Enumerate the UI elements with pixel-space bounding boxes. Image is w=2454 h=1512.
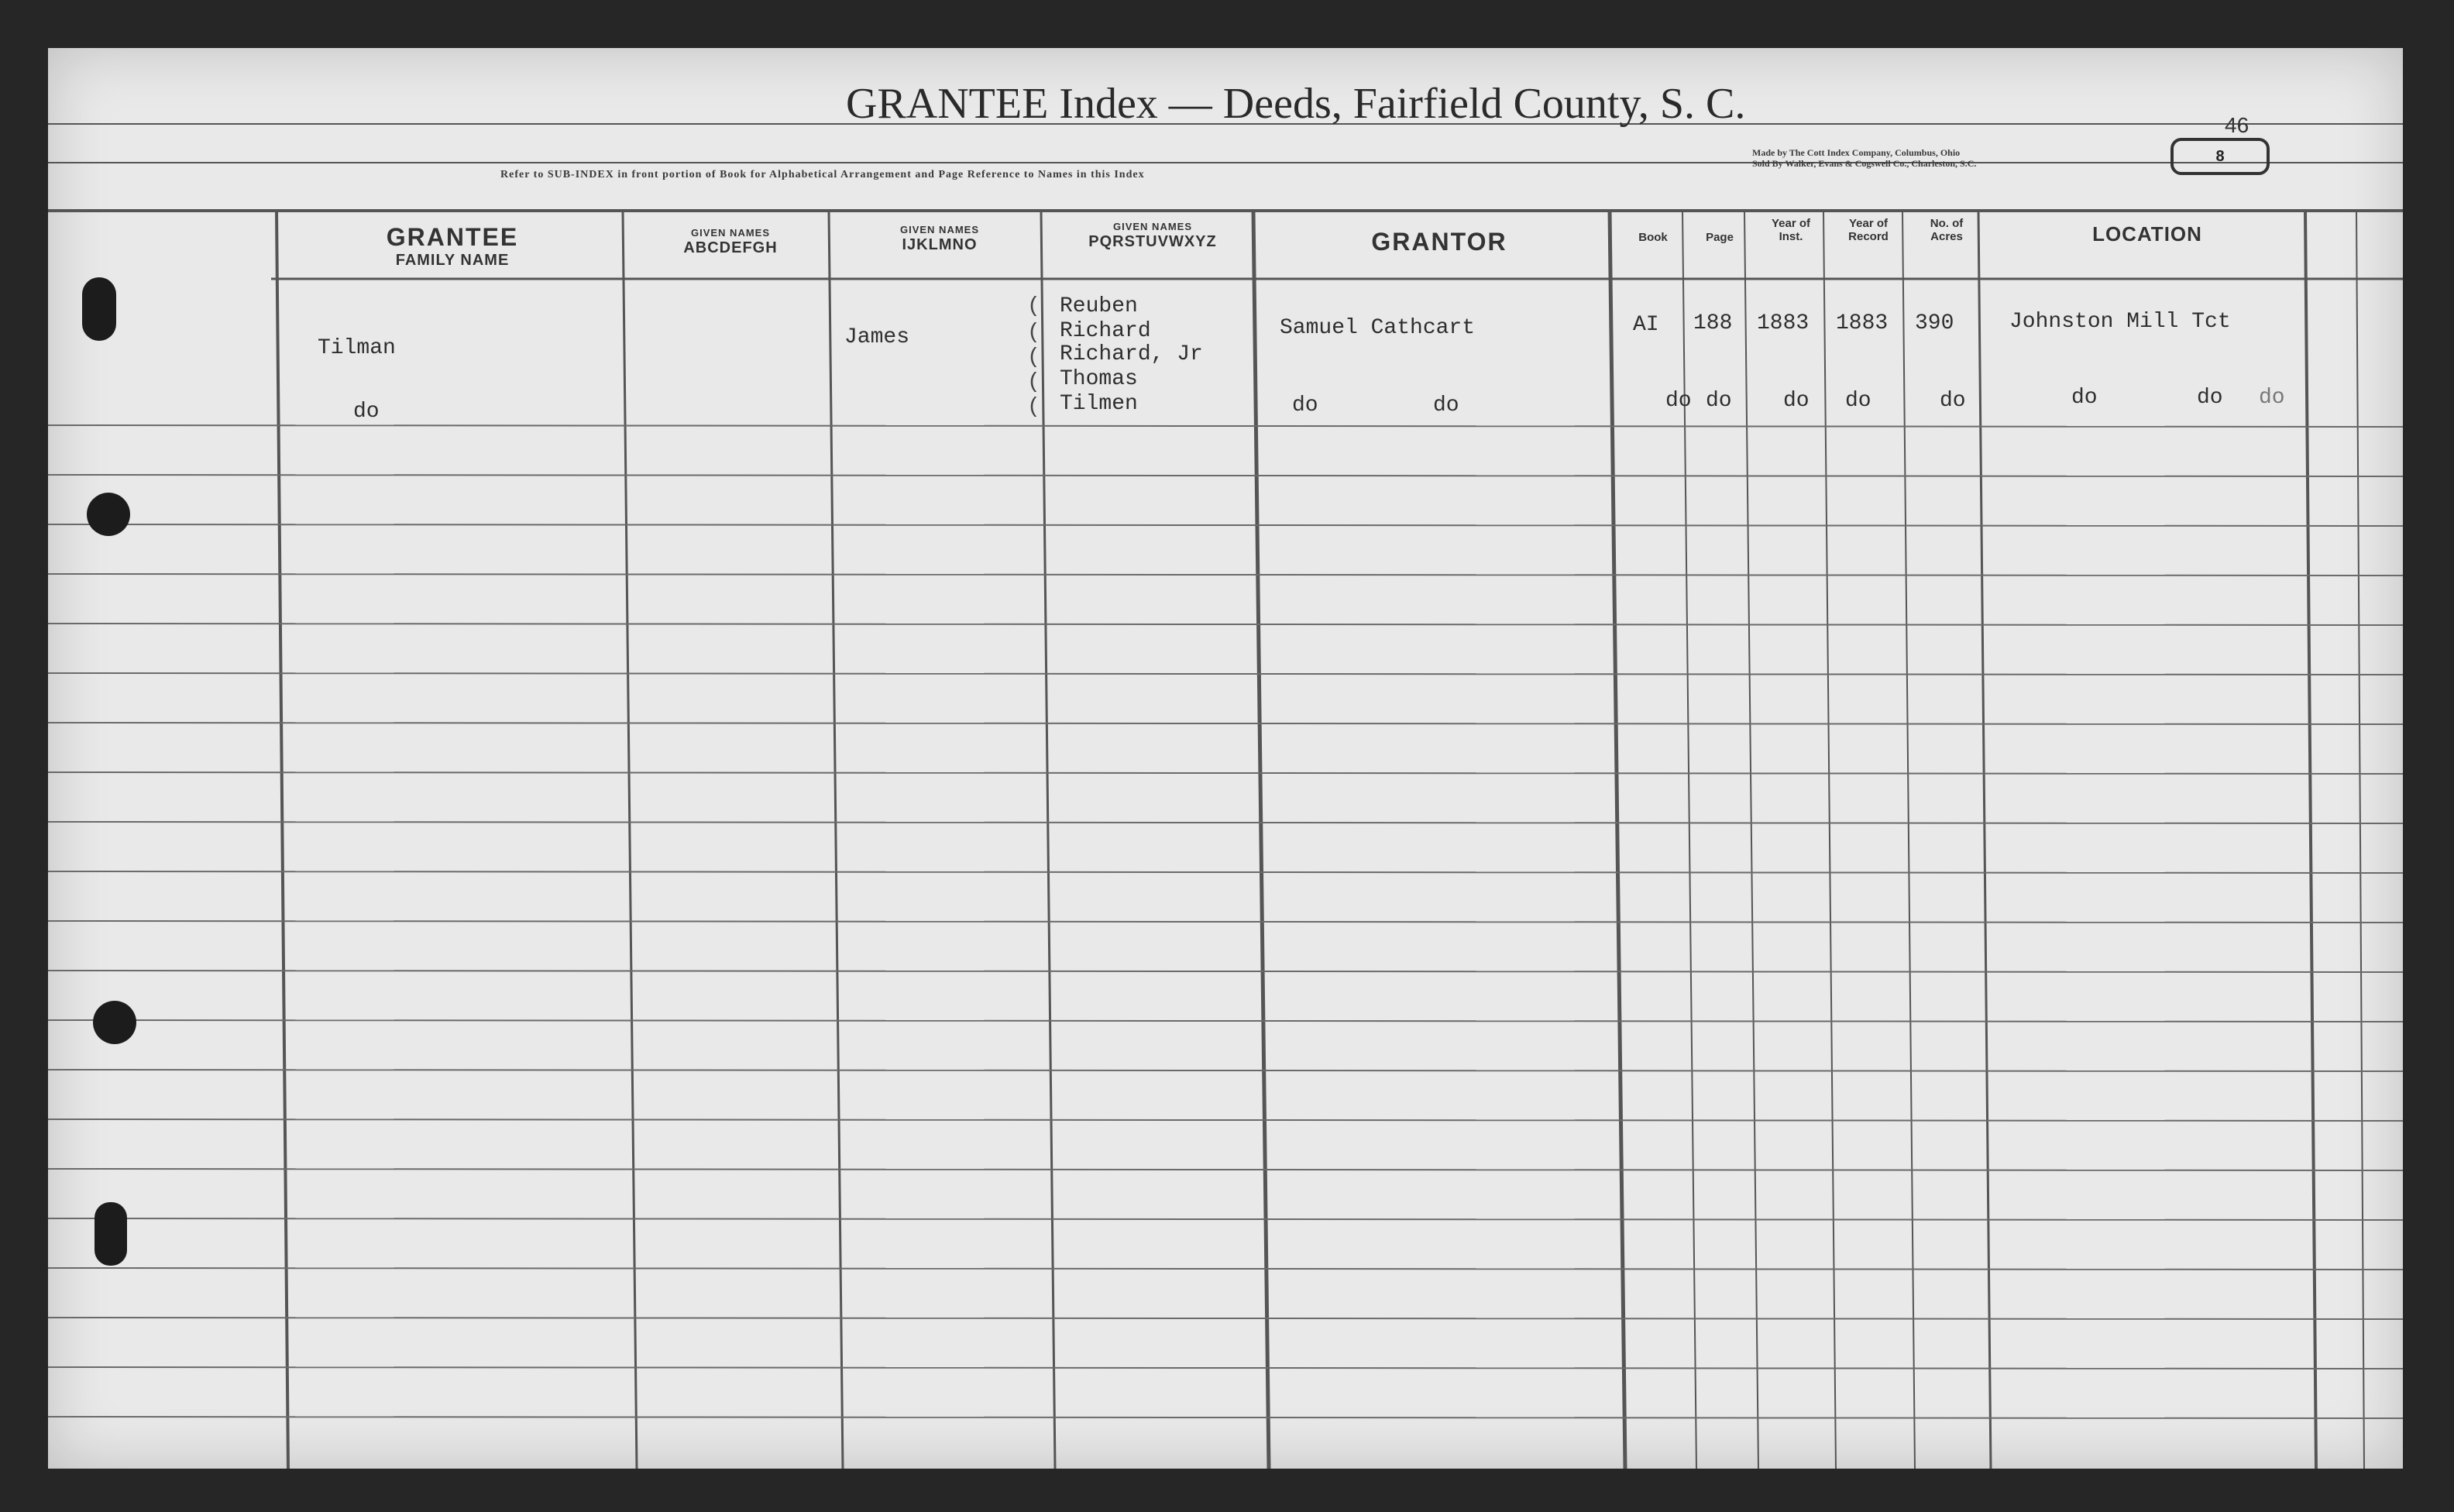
given-abcdefgh-header	[629, 228, 832, 257]
ruled-line	[48, 1367, 2403, 1369]
ruled-line	[48, 1119, 2403, 1121]
ruled-line	[48, 723, 2403, 724]
ditto-grantor-2: do	[1433, 393, 1459, 418]
ditto-family-name: do	[353, 400, 380, 424]
page-header	[1687, 231, 1752, 244]
publisher-line-2: Sold By Walker, Evans & Cogswell Co., Charleston, S.C.	[1752, 158, 1977, 169]
ruled-line	[48, 1218, 2403, 1220]
acres-label-1: No. of	[1930, 217, 1964, 230]
ruled-line	[48, 871, 2403, 873]
given-ijklmno-header	[835, 225, 1044, 254]
bracket-mark: (	[1027, 345, 1040, 369]
grantor-label: GRANTOR	[1371, 228, 1507, 256]
grantor-header	[1264, 228, 1614, 256]
entry-given-pqrs-3: Richard, Jr	[1060, 342, 1203, 366]
entry-grantor: Samuel Cathcart	[1280, 316, 1476, 340]
ruled-line	[48, 1268, 2403, 1270]
ruled-line	[48, 1318, 2403, 1319]
year-inst-header	[1751, 217, 1831, 244]
acres-header	[1907, 217, 1986, 244]
given-abcdefgh-label: ABCDEFGH	[683, 239, 778, 256]
page-title: GRANTEE Index — Deeds, Fairfield County, S. C.	[846, 80, 1746, 128]
entry-location: Johnston Mill Tct	[2009, 310, 2231, 334]
year-record-label-2: Record	[1848, 230, 1889, 244]
ruled-line	[48, 772, 2403, 774]
location-header	[1985, 223, 2310, 246]
publisher-line-1: Made by The Cott Index Company, Columbus, Ohio	[1752, 147, 1961, 158]
ditto-year-record: do	[1845, 389, 1871, 413]
given-pqrs-header	[1047, 222, 1258, 251]
grantee-header	[280, 223, 624, 270]
book-header	[1617, 231, 1689, 244]
binder-hole	[87, 493, 130, 536]
ruled-line	[48, 921, 2403, 923]
year-record-label-1: Year of	[1848, 217, 1889, 230]
entry-acres: 390	[1915, 311, 1954, 335]
entry-given-ijklmno: James	[844, 325, 910, 349]
grantee-label: GRANTEE	[386, 223, 519, 251]
year-inst-label-2: Inst.	[1779, 230, 1803, 244]
entry-page: 188	[1693, 311, 1733, 335]
family-name-label: FAMILY NAME	[395, 251, 510, 269]
index-sheet	[48, 48, 2403, 1469]
entry-book: AI	[1633, 313, 1659, 337]
entry-year-record: 1883	[1836, 311, 1889, 335]
year-record-header	[1828, 217, 1909, 244]
binder-slot-bottom	[95, 1202, 127, 1266]
given-ijklmno-label: IJKLMNO	[902, 235, 978, 253]
bracket-mark: (	[1027, 294, 1040, 318]
ruled-line	[48, 971, 2403, 972]
ruled-line	[48, 624, 2403, 625]
entry-year-inst: 1883	[1757, 311, 1810, 335]
ruled-line	[48, 1417, 2403, 1418]
given-names-label: GIVEN NAMES	[899, 224, 979, 235]
page-number: 46	[2225, 113, 2250, 137]
entry-family-name: Tilman	[318, 336, 396, 360]
page-label: Page	[1706, 231, 1734, 244]
binder-slot-top	[82, 277, 116, 341]
ruled-line	[48, 524, 2403, 526]
ruled-line	[48, 1020, 2403, 1022]
bracket-mark: (	[1027, 321, 1040, 345]
ditto-year-inst: do	[1783, 389, 1810, 413]
ditto-page: do	[1706, 389, 1732, 413]
bracket-mark: (	[1027, 395, 1040, 419]
ruled-line	[48, 1070, 2403, 1071]
entry-given-pqrs-4: Thomas	[1060, 367, 1138, 391]
entry-given-pqrs-5: Tilmen	[1060, 392, 1138, 416]
subtitle: Refer to SUB-INDEX in front portion of Book for Alphabetical Arrangement and Page Reference to Names in this Index	[500, 169, 1145, 180]
ditto-book: do	[1665, 389, 1692, 413]
given-names-label: GIVEN NAMES	[690, 227, 770, 239]
ruled-line	[48, 425, 2403, 427]
page-tab: 8	[2170, 138, 2270, 175]
ditto-grantor-1: do	[1292, 393, 1318, 418]
binder-hole	[93, 1001, 136, 1044]
ditto-location-2: do	[2197, 386, 2223, 410]
ruled-line	[48, 1169, 2403, 1170]
ruled-line	[48, 574, 2403, 576]
location-label: LOCATION	[2092, 222, 2202, 246]
given-names-label: GIVEN NAMES	[1112, 221, 1192, 232]
publisher-note	[1752, 147, 1976, 169]
ditto-location-3: do	[2259, 386, 2285, 410]
entry-given-pqrs-1: Reuben	[1060, 294, 1138, 318]
ruled-line	[48, 822, 2403, 823]
bracket-mark: (	[1027, 370, 1040, 394]
ditto-location-1: do	[2071, 386, 2098, 410]
ruled-line	[48, 475, 2403, 476]
acres-label-2: Acres	[1930, 230, 1963, 244]
given-pqrs-label: PQRSTUVWXYZ	[1088, 232, 1217, 250]
entry-given-pqrs-2: Richard	[1060, 319, 1151, 343]
year-inst-label-1: Year of	[1771, 217, 1811, 230]
ditto-acres: do	[1940, 389, 1966, 413]
ruled-line	[48, 673, 2403, 675]
book-label: Book	[1638, 231, 1668, 244]
